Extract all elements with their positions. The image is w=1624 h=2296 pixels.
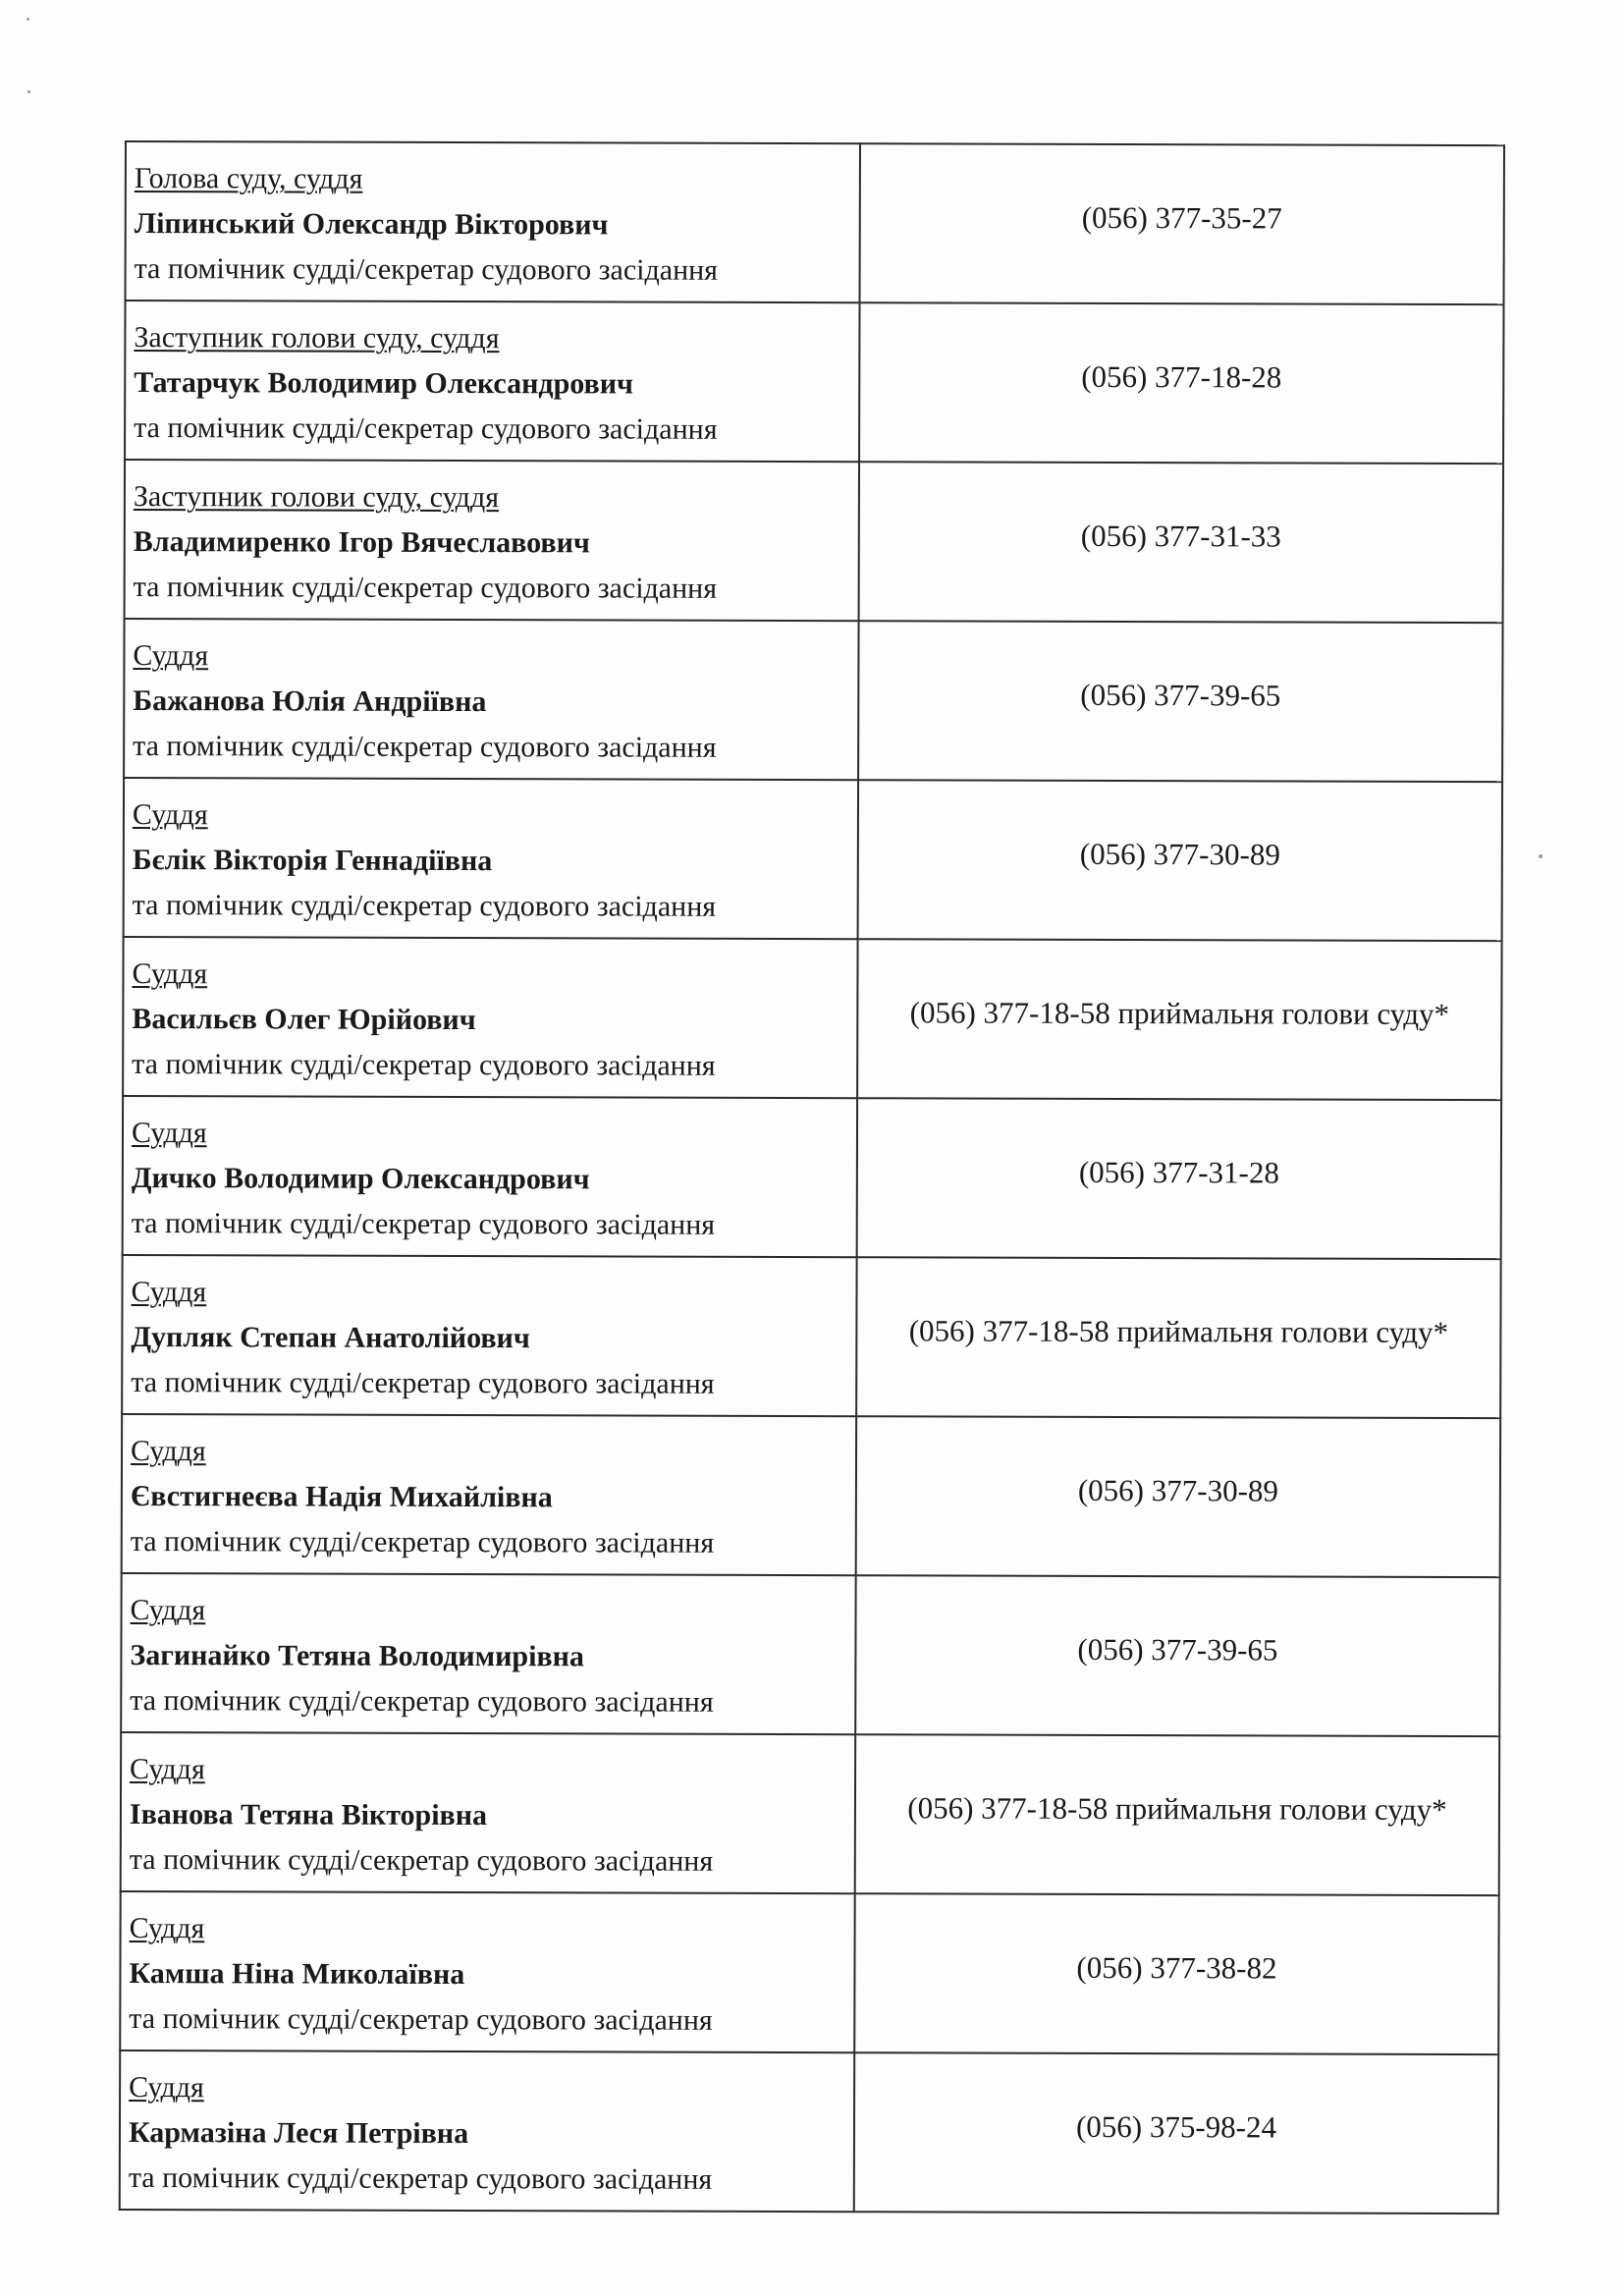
table-row xyxy=(123,937,1501,1100)
position-title: Заступник голови суду, суддя xyxy=(133,480,500,515)
position-title: Суддя xyxy=(131,1276,207,1309)
person-cell xyxy=(121,1573,855,1734)
assistant-note: та помічник судді/секретар судового засідання xyxy=(129,2002,713,2037)
assistant-note: та помічник судді/секретар судового засідання xyxy=(134,411,718,446)
assistant-note: та помічник судді/секретар судового засідання xyxy=(132,1048,716,1082)
position-title: Суддя xyxy=(129,1912,205,1945)
table-row xyxy=(126,141,1504,304)
position-title: Суддя xyxy=(130,1594,206,1627)
position-title: Голова суду, суддя xyxy=(134,162,363,195)
person-cell xyxy=(124,778,858,939)
judge-name: Іванова Тетяна Вікторівна xyxy=(129,1798,488,1832)
person-cell xyxy=(124,619,858,780)
assistant-note: та помічник судді/секретар судового засідання xyxy=(130,1684,714,1719)
position-title: Суддя xyxy=(130,1753,205,1786)
judge-name: Татарчук Володимир Олександрович xyxy=(134,366,634,401)
position-title: Суддя xyxy=(133,639,209,673)
phone-number: (056) 377-31-33 xyxy=(859,462,1503,623)
phone-number: (056) 377-30-89 xyxy=(856,1416,1500,1577)
judge-name: Дичко Володимир Олександрович xyxy=(131,1162,590,1196)
judge-name: Бєлік Вікторія Геннадіївна xyxy=(132,844,493,878)
table-row xyxy=(124,619,1502,782)
assistant-note: та помічник судді/секретар судового засідання xyxy=(129,1843,714,1878)
table-row xyxy=(122,1414,1500,1577)
position-title: Суддя xyxy=(132,798,208,832)
phone-number: (056) 377-18-28 xyxy=(859,302,1503,464)
table-row xyxy=(120,1891,1498,2054)
judge-name: Владимиренко Ігор Вячеславович xyxy=(133,525,590,560)
table-row xyxy=(121,1573,1499,1736)
assistant-note: та помічник судді/секретар судового засідання xyxy=(134,252,719,287)
table-row xyxy=(120,2050,1498,2214)
table-row xyxy=(124,778,1502,941)
assistant-note: та помічник судді/секретар судового засідання xyxy=(132,889,717,923)
person-cell xyxy=(123,1096,857,1257)
assistant-note: та помічник судді/секретар судового засідання xyxy=(130,1525,715,1559)
table-row xyxy=(121,1732,1499,1895)
judge-name: Васильєв Олег Юрійович xyxy=(132,1003,476,1037)
scan-speck xyxy=(27,18,29,21)
position-title: Заступник голови суду, суддя xyxy=(134,321,500,355)
assistant-note: та помічник судді/секретар судового засідання xyxy=(133,571,718,605)
position-title: Суддя xyxy=(130,1435,206,1468)
table-row xyxy=(123,1096,1501,1259)
person-cell xyxy=(121,1732,855,1893)
person-cell xyxy=(122,1255,856,1416)
judge-name: Камша Ніна Миколаївна xyxy=(129,1957,465,1992)
judge-name: Ліпинський Олександр Вікторович xyxy=(134,207,609,242)
position-title: Суддя xyxy=(131,1117,207,1150)
judge-name: Євстигнеєва Надія Михайлівна xyxy=(130,1480,553,1514)
person-cell xyxy=(123,937,857,1098)
phone-number: (056) 377-18-58 приймальня голови суду* xyxy=(855,1734,1499,1895)
judges-phone-directory xyxy=(119,140,1505,2214)
table-row xyxy=(125,301,1503,464)
table-row xyxy=(125,460,1503,623)
person-cell xyxy=(120,2050,854,2212)
phone-number: (056) 377-18-58 приймальня голови суду* xyxy=(856,1257,1500,1418)
phone-number: (056) 375-98-24 xyxy=(854,2052,1498,2214)
position-title: Суддя xyxy=(132,957,208,991)
phone-number: (056) 377-30-89 xyxy=(858,780,1502,941)
judge-name: Кармазіна Леся Петрівна xyxy=(128,2116,469,2151)
phone-number: (056) 377-39-65 xyxy=(858,621,1502,782)
phone-number: (056) 377-39-65 xyxy=(855,1575,1499,1736)
person-cell xyxy=(125,460,859,621)
person-cell xyxy=(120,1891,854,2052)
phone-number: (056) 377-18-58 приймальня голови суду* xyxy=(857,939,1501,1100)
assistant-note: та помічник судді/секретар судового засідання xyxy=(131,1366,715,1400)
phone-number: (056) 377-35-27 xyxy=(860,143,1504,304)
scan-speck xyxy=(1539,854,1543,858)
table-row xyxy=(122,1255,1500,1418)
assistant-note: та помічник судді/секретар судового засідання xyxy=(133,730,717,764)
judge-name: Загинайко Тетяна Володимирівна xyxy=(130,1639,584,1673)
assistant-note: та помічник судді/секретар судового засідання xyxy=(131,1207,716,1241)
judge-name: Дупляк Степан Анатолійович xyxy=(131,1321,530,1355)
phone-number: (056) 377-38-82 xyxy=(854,1893,1498,2054)
person-cell xyxy=(125,301,859,462)
judge-name: Бажанова Юлія Андріївна xyxy=(133,684,487,719)
assistant-note: та помічник судді/секретар судового засідання xyxy=(128,2161,713,2196)
position-title: Суддя xyxy=(129,2071,204,2105)
phone-number: (056) 377-31-28 xyxy=(857,1098,1501,1259)
person-cell xyxy=(122,1414,856,1575)
scan-speck xyxy=(27,90,30,93)
person-cell xyxy=(126,141,860,302)
